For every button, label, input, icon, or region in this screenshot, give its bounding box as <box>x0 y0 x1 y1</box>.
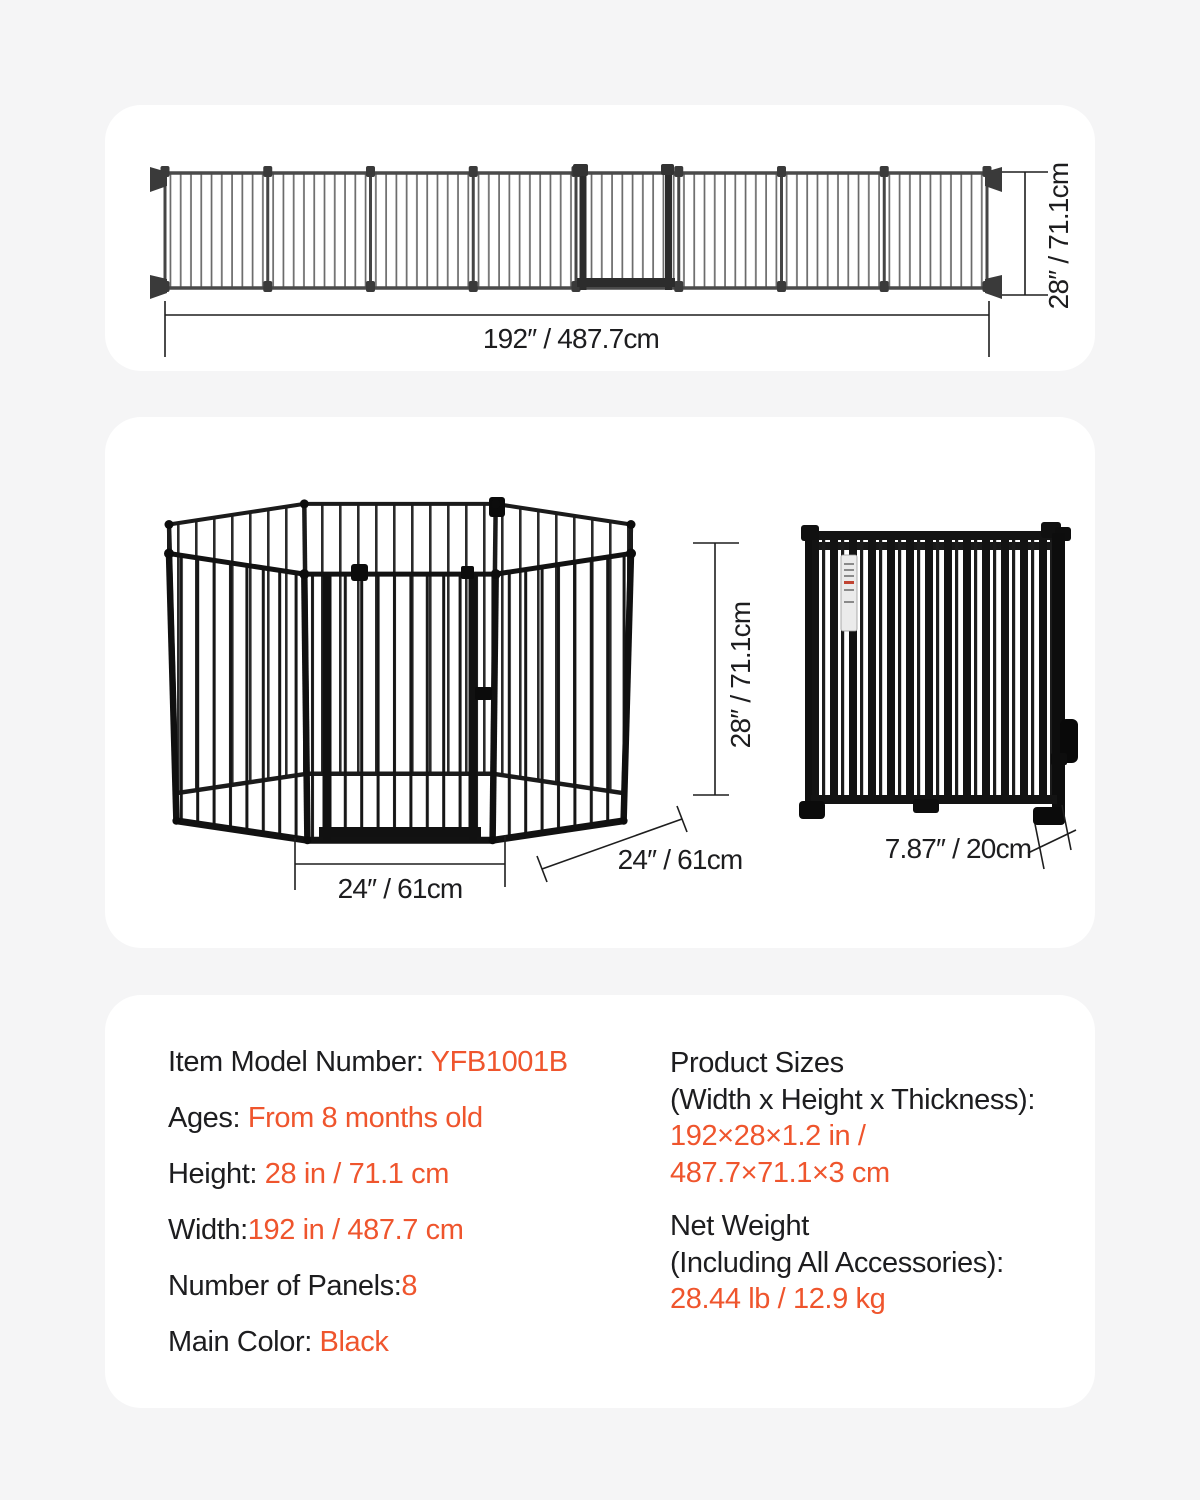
folded-panels-illustration <box>799 522 1078 825</box>
spec-row-width <box>168 1213 463 1247</box>
spec-value: 192 in / 487.7 cm <box>247 1214 464 1246</box>
straight-gate-dimension-card <box>105 105 1095 371</box>
side-panel-width-label: 24″ / 61cm <box>617 844 743 875</box>
spec-label: Item Model Number: <box>168 1046 431 1078</box>
octagon-playpen-diagram <box>105 417 1095 948</box>
spec-value: From 8 months old <box>247 1102 483 1134</box>
product-sizes-value-inches: 192×28×1.2 in / <box>670 1120 866 1152</box>
spec-row-color <box>168 1325 388 1359</box>
octagon-playpen-illustration <box>164 497 636 844</box>
straight-gate-illustration <box>150 164 1002 299</box>
spec-right-column <box>670 1045 1090 1318</box>
spec-row-model-number <box>168 1045 568 1079</box>
spec-label: Main Color: <box>168 1326 320 1358</box>
spec-label: Width: <box>168 1214 248 1246</box>
net-weight-subtitle: (Including All Accessories): <box>670 1246 1004 1279</box>
spec-row-ages <box>168 1101 483 1135</box>
specifications-card <box>105 995 1095 1408</box>
label-sticker <box>841 555 857 631</box>
net-weight-title: Net Weight <box>670 1210 809 1242</box>
playpen-height-label: 28″ / 71.1cm <box>725 601 756 749</box>
gate-width-label: 192″ / 487.7cm <box>482 323 660 354</box>
spec-value: Black <box>319 1326 389 1358</box>
spec-row-panels <box>168 1269 417 1303</box>
net-weight-value: 28.44 lb / 12.9 kg <box>670 1283 886 1315</box>
folded-thickness-label: 7.87″ / 20cm <box>884 833 1032 864</box>
playpen-configuration-card <box>105 417 1095 948</box>
spec-row-height <box>168 1157 449 1191</box>
spec-label: Height: <box>168 1158 265 1190</box>
spec-label: Ages: <box>168 1102 248 1134</box>
front-panel-width-label: 24″ / 61cm <box>337 873 463 904</box>
product-sizes-title: Product Sizes <box>670 1047 844 1079</box>
product-sizes-subtitle: (Width x Height x Thickness): <box>670 1083 1035 1116</box>
product-sizes-value-cm: 487.7×71.1×3 cm <box>670 1156 890 1189</box>
straight-gate-diagram <box>105 105 1095 371</box>
spec-value: 28 in / 71.1 cm <box>264 1158 449 1190</box>
spec-value: YFB1001B <box>430 1046 568 1078</box>
spec-value: 8 <box>401 1270 418 1302</box>
gate-height-label: 28″ / 71.1cm <box>1043 162 1074 310</box>
height-dimension-lines <box>1002 172 1048 295</box>
spec-label: Number of Panels: <box>168 1270 402 1302</box>
